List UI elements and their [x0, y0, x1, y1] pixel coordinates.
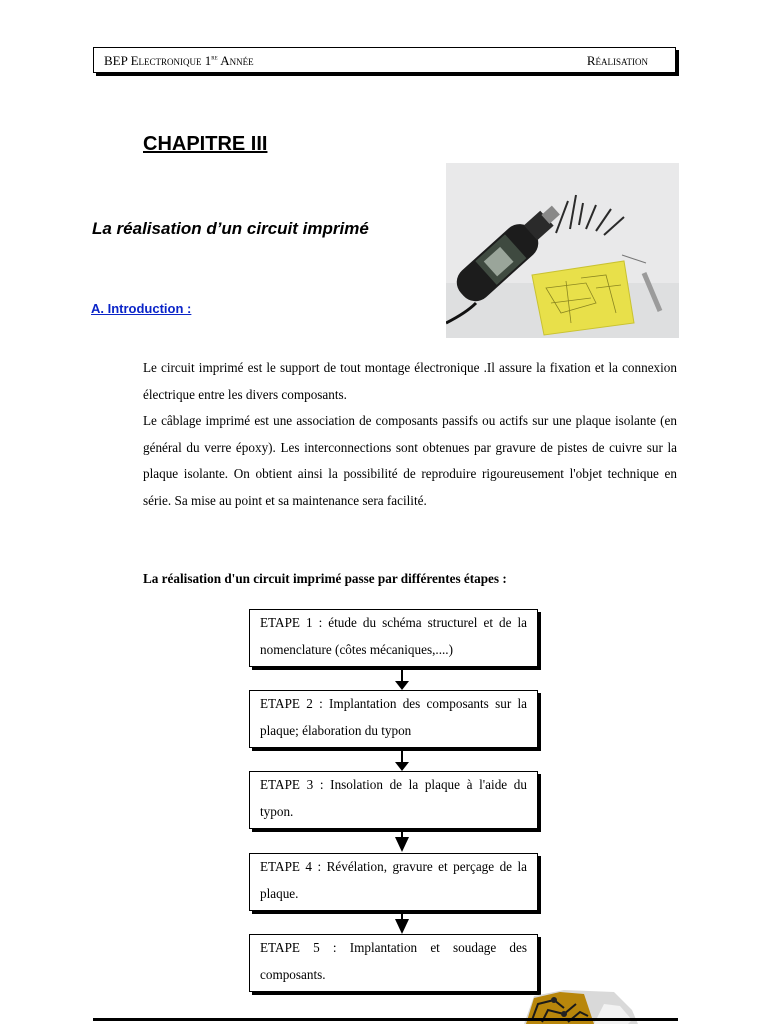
down-arrow-icon	[391, 669, 413, 691]
footer-rule	[93, 1018, 678, 1021]
step-box-1: ETAPE 1 : étude du schéma structurel et de la nomenclature (côtes mécaniques,....)	[249, 609, 538, 667]
page-subtitle: La réalisation d’un circuit imprimé	[92, 219, 369, 238]
paragraph-1: Le circuit imprimé est le support de tout montage électronique .Il assure la fixation et la connexion électrique entre les divers composants.	[143, 360, 677, 402]
step-box-3: ETAPE 3 : Insolation de la plaque à l'aide du typon.	[249, 771, 538, 829]
chapter-title: CHAPITRE III	[143, 133, 268, 155]
section-heading-introduction: A. Introduction :	[91, 301, 192, 316]
down-arrow-icon	[391, 750, 413, 772]
step-box-4: ETAPE 4 : Révélation, gravure et perçage de la plaque.	[249, 853, 538, 911]
step-box-5: ETAPE 5 : Implantation et soudage des composants.	[249, 934, 538, 992]
paragraph-2: Le câblage imprimé est une association de composants passifs ou actifs sur une plaque isolante (en général du verre époxy). Les interconnections sont obtenues par gravure de pistes de cuivre sur la plaque isolante. On obtient ainsi la possibilité de reproduire rigoureusement l'objet technique en série. Sa mise au point et sa maintenance sera facilité.	[143, 413, 677, 508]
header-left: BEP Electronique 1re Année	[104, 53, 254, 68]
step-box-2: ETAPE 2 : Implantation des composants sur la plaque; élaboration du typon	[249, 690, 538, 748]
steps-heading: La réalisation d'un circuit imprimé passe par différentes étapes :	[143, 571, 507, 586]
down-arrow-icon	[391, 913, 413, 935]
drill-pcb-photo	[446, 163, 679, 338]
header-right: Réalisation	[586, 53, 648, 68]
page-header	[93, 47, 676, 73]
down-arrow-icon	[391, 831, 413, 853]
